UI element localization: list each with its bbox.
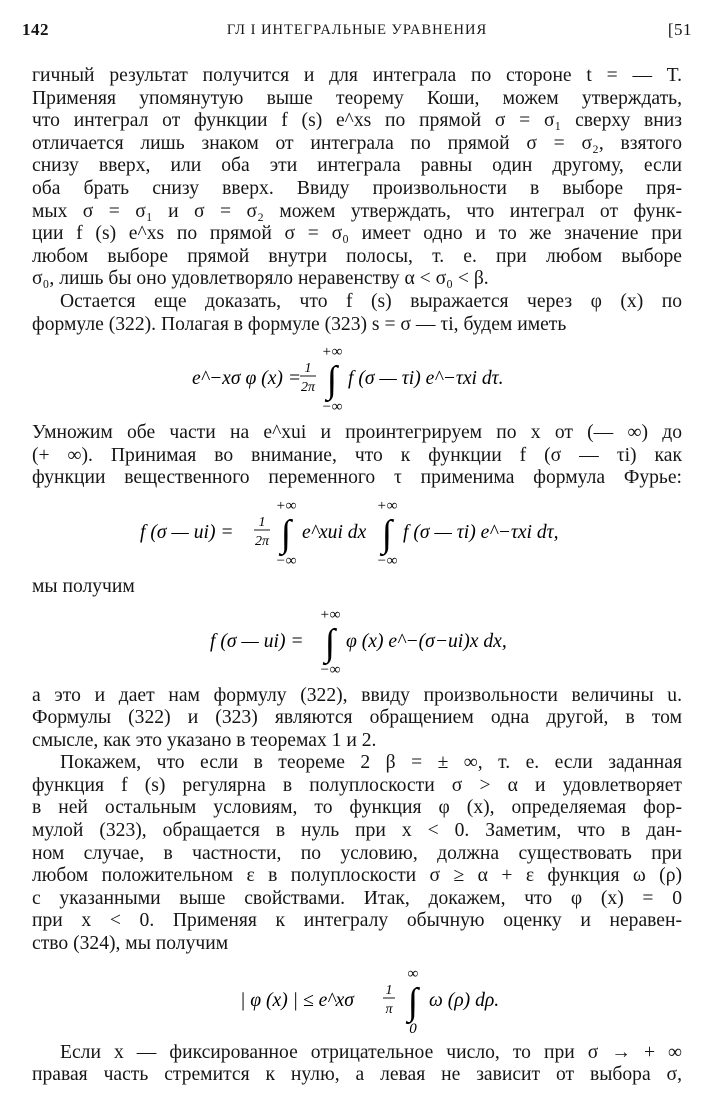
text-line: формуле (322). Полагая в формуле (323) s = σ — τi, будем иметь (32, 313, 567, 335)
paragraph-5 (32, 685, 682, 753)
text-line: отличается лишь знаком от интеграла по прямой σ = σ₂, взятого (32, 132, 682, 154)
text-line: гичный результат получится и для интеграла по стороне t = — T. (32, 65, 682, 86)
equation-3 (32, 599, 682, 685)
eq3-lhs: f (σ — ui) = (210, 630, 304, 652)
text-line: мы получим (32, 575, 135, 597)
running-header (22, 20, 692, 46)
text-line: с указанными выше свойствами. Итак, докажем, что φ (x) = 0 (32, 887, 682, 909)
eq4-lhs: | φ (x) | ≤ e^xσ (240, 989, 354, 1011)
paragraph-7 (32, 1042, 682, 1087)
text-line: Умножим обе части на e^xui и проинтегрируем по x от (— ∞) до (32, 422, 682, 444)
text-line: снизу вверх, или оба эти интеграла равны один другому, если (32, 155, 682, 177)
text-line: Покажем, что если в теореме 2 β = ± ∞, т. е. если заданная (60, 752, 682, 774)
equation-3-graphics (32, 599, 682, 685)
integral-sign: ∫ (381, 512, 393, 555)
equation-4-graphics (32, 956, 682, 1042)
integral-sign: ∫ (324, 621, 336, 664)
text-line: мулой (323), обращается в нуль при x < 0. Заметим, что в дан- (32, 820, 682, 842)
integral-sign: ∫ (280, 512, 292, 555)
equation-4 (32, 956, 682, 1042)
eq4-lower-limit: 0 (409, 1020, 417, 1037)
eq1-integrand: f (σ — τi) e^−τxi dτ. (348, 368, 504, 390)
eq1-lower-limit: −∞ (321, 399, 343, 416)
paragraph-3 (32, 422, 682, 490)
paragraph-4 (32, 576, 682, 599)
text-line: любом выборе прямой внутри полосы, т. е. при любом выборе (32, 245, 682, 267)
chapter-title: ГЛ I ИНТЕГРАЛЬНЫЕ УРАВНЕНИЯ (226, 22, 488, 38)
text-line: ном случае, в частности, по условию, должна существовать при (32, 842, 682, 864)
eq4-integrand: ω (ρ) dρ. (429, 989, 500, 1011)
text-line: при x < 0. Применяя к интегралу обычную оценку и неравен- (32, 910, 682, 932)
eq2-integrand-2: f (σ — τi) e^−τxi dτ, (403, 521, 559, 543)
integral-sign: ∫ (407, 980, 419, 1023)
text-line: функция f (s) регулярна в полуплоскости σ > α и удовлетворяет (32, 774, 682, 796)
paragraph-2 (32, 291, 682, 336)
page-body (32, 65, 682, 1087)
text-line: (+ ∞). Принимая во внимание, что к функции f (σ — τi) как (32, 444, 682, 466)
eq4-frac-num: 1 (385, 982, 393, 998)
eq2-frac-num: 1 (258, 514, 266, 530)
eq2-lhs: f (σ — ui) = (140, 521, 234, 543)
text-line: мых σ = σ₁ и σ = σ₂ можем утверждать, что интеграл от функ- (32, 200, 682, 222)
text-line: ции f (s) e^xs по прямой σ = σ₀ имеет одно и то же значение при (32, 223, 682, 245)
eq1-upper-limit: +∞ (321, 344, 343, 361)
text-line: любом положительном ε в полуплоскости σ ≥ α + ε функция ω (ρ) (32, 865, 682, 887)
eq3-lower-limit: −∞ (319, 661, 341, 678)
text-line: смысле, как это указано в теоремах 1 и 2. (32, 729, 377, 751)
text-line: а это и дает нам формулу (322), ввиду произвольности величины u. (32, 684, 682, 706)
text-line: σ₀, лишь бы оно удовлетворяло неравенству α < σ₀ < β. (32, 268, 489, 290)
text-line: Если x — фиксированное отрицательное число, то при σ → + ∞ (60, 1041, 682, 1063)
equation-2-graphics (32, 490, 682, 576)
eq1-lhs: e^−xσ φ (x) = (192, 368, 302, 390)
equation-1 (32, 336, 682, 422)
paragraph-1 (32, 65, 682, 291)
eq2-integrand-1: e^xui dx (302, 521, 367, 543)
page-number: 142 (22, 20, 49, 39)
text-line: функции вещественного переменного τ применима формула Фурье: (32, 467, 682, 489)
eq3-integrand: φ (x) e^−(σ−ui)x dx, (346, 630, 507, 652)
text-line: оба брать снизу вверх. Ввиду произвольности в выборе пря- (32, 177, 682, 199)
eq1-frac-num: 1 (304, 361, 312, 377)
integral-sign: ∫ (326, 359, 338, 402)
eq2-upper-limit-1: +∞ (275, 497, 297, 514)
equation-1-graphics (32, 336, 682, 422)
text-line: правая часть стремится к нулю, а левая не зависит от выбора σ, (32, 1064, 682, 1086)
eq3-upper-limit: +∞ (319, 606, 341, 623)
text-line: Формулы (322) и (323) являются обращением одна другой, в том (32, 707, 682, 729)
text-line: ство (324), мы получим (32, 933, 229, 955)
text-line: что интеграл от функции f (s) e^xs по прямой σ = σ₁ сверху вниз (32, 110, 682, 132)
text-line: в ней остальным условиям, то функция φ (x), определяемая фор- (32, 797, 682, 819)
eq2-lower-limit-2: −∞ (376, 552, 398, 569)
eq4-upper-limit: ∞ (407, 965, 419, 982)
text-line: Остается еще доказать, что f (s) выражается через φ (x) по (60, 290, 682, 312)
eq2-lower-limit-1: −∞ (275, 552, 297, 569)
paragraph-6 (32, 752, 682, 955)
eq2-frac-den: 2π (254, 533, 270, 549)
eq4-frac-den: π (385, 1001, 393, 1017)
text-line: Применяя упомянутую выше теорему Коши, можем утверждать, (32, 87, 682, 109)
section-number: [51 (667, 20, 692, 39)
equation-2 (32, 490, 682, 576)
eq1-frac-den: 2π (300, 380, 316, 396)
eq2-upper-limit-2: +∞ (376, 497, 398, 514)
